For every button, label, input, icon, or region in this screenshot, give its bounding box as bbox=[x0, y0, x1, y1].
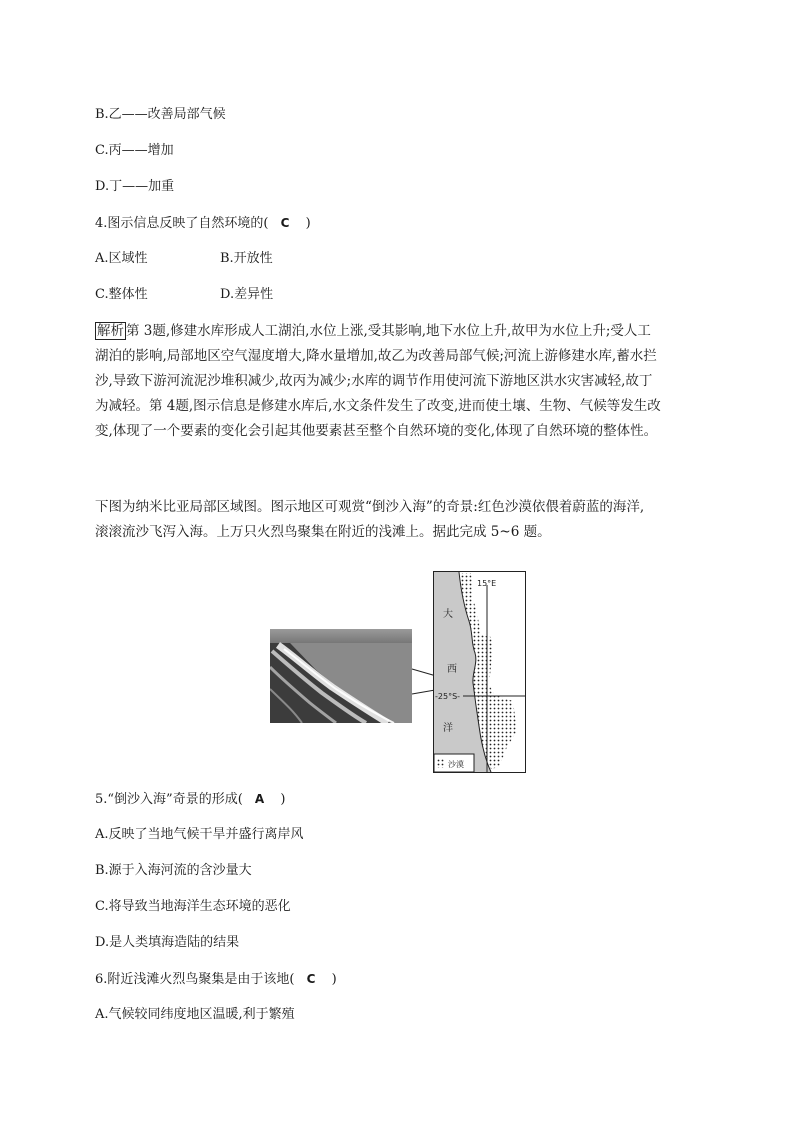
ocean-label-char: 西 bbox=[447, 664, 457, 675]
q6-answer: C bbox=[306, 972, 316, 986]
namibia-map bbox=[433, 571, 526, 773]
intro-paragraph bbox=[95, 495, 700, 545]
intro-line: 滚滚流沙飞泻入海。上万只火烈鸟聚集在附近的浅滩上。据此完成 5~6 题。 bbox=[95, 524, 551, 540]
q4-stem-text: 4.图示信息反映了自然环境的( bbox=[95, 216, 269, 231]
q4-close: ) bbox=[305, 216, 311, 231]
longitude-label: 15°E bbox=[477, 579, 497, 588]
q3-option-d: D.丁——加重 bbox=[95, 179, 175, 194]
q6-close: ) bbox=[331, 972, 337, 987]
q4-option-a: A.区域性 bbox=[95, 251, 148, 266]
q6-stem bbox=[95, 971, 337, 988]
q5-close: ) bbox=[280, 792, 286, 807]
q5-stem bbox=[95, 791, 285, 808]
q5-option-b: B.源于入海河流的含沙量大 bbox=[95, 863, 252, 878]
analysis-line: 为减轻。第 4题,图示信息是修建水库后,水文条件发生了改变,进而使土壤、生物、气候等发生改 bbox=[95, 398, 661, 414]
q4-answer: C bbox=[280, 216, 290, 230]
q4-stem bbox=[95, 215, 311, 232]
analysis-line: 湖泊的影响,局部地区空气湿度增大,降水量增加,故乙为改善局部气候;河流上游修建水库,蓄水拦 bbox=[95, 348, 657, 364]
legend-label: 沙漠 bbox=[448, 760, 464, 769]
q5-option-a: A.反映了当地气候干旱并盛行离岸风 bbox=[95, 827, 304, 842]
q5-stem-text: 5.“倒沙入海”奇景的形成( bbox=[95, 792, 243, 807]
intro-line: 下图为纳米比亚局部区域图。图示地区可观赏“倒沙入海”的奇景:红色沙漠依偎着蔚蓝的海洋, bbox=[95, 499, 645, 515]
legend-swatch bbox=[437, 758, 445, 768]
q3-option-c: C.丙——增加 bbox=[95, 143, 174, 158]
q6-stem-text: 6.附近浅滩火烈鸟聚集是由于该地( bbox=[95, 972, 295, 987]
q4-option-b: B.开放性 bbox=[220, 251, 273, 266]
q4-option-d: D.差异性 bbox=[220, 287, 274, 302]
q5-option-d: D.是人类填海造陆的结果 bbox=[95, 935, 240, 950]
ocean-label-char: 洋 bbox=[443, 723, 453, 734]
q5-option-c: C.将导致当地海洋生态环境的恶化 bbox=[95, 899, 291, 914]
analysis-line bbox=[95, 319, 700, 344]
ocean-label-char: 大 bbox=[443, 609, 453, 620]
latitude-label: -25°S- bbox=[435, 692, 461, 701]
analysis-line-text: 第 3题,修建水库形成人工湖泊,水位上涨,受其影响,地下水位上升,故甲为水位上升;受人工 bbox=[126, 323, 651, 339]
q6-option-a: A.气候较同纬度地区温暖,利于繁殖 bbox=[95, 1007, 295, 1022]
coast-photo bbox=[270, 629, 412, 723]
q3-option-b: B.乙——改善局部气候 bbox=[95, 107, 226, 122]
analysis-paragraph bbox=[95, 319, 700, 444]
analysis-line: 沙,导致下游河流泥沙堆积减少,故丙为减少;水库的调节作用使河流下游地区洪水灾害减轻,故丁 bbox=[95, 373, 653, 389]
analysis-tag: 解析 bbox=[97, 323, 124, 339]
q5-answer: A bbox=[254, 792, 265, 806]
q4-option-c: C.整体性 bbox=[95, 287, 148, 302]
analysis-line: 变,体现了一个要素的变化会引起其他要素甚至整个自然环境的变化,体现了自然环境的整体性。 bbox=[95, 423, 658, 439]
